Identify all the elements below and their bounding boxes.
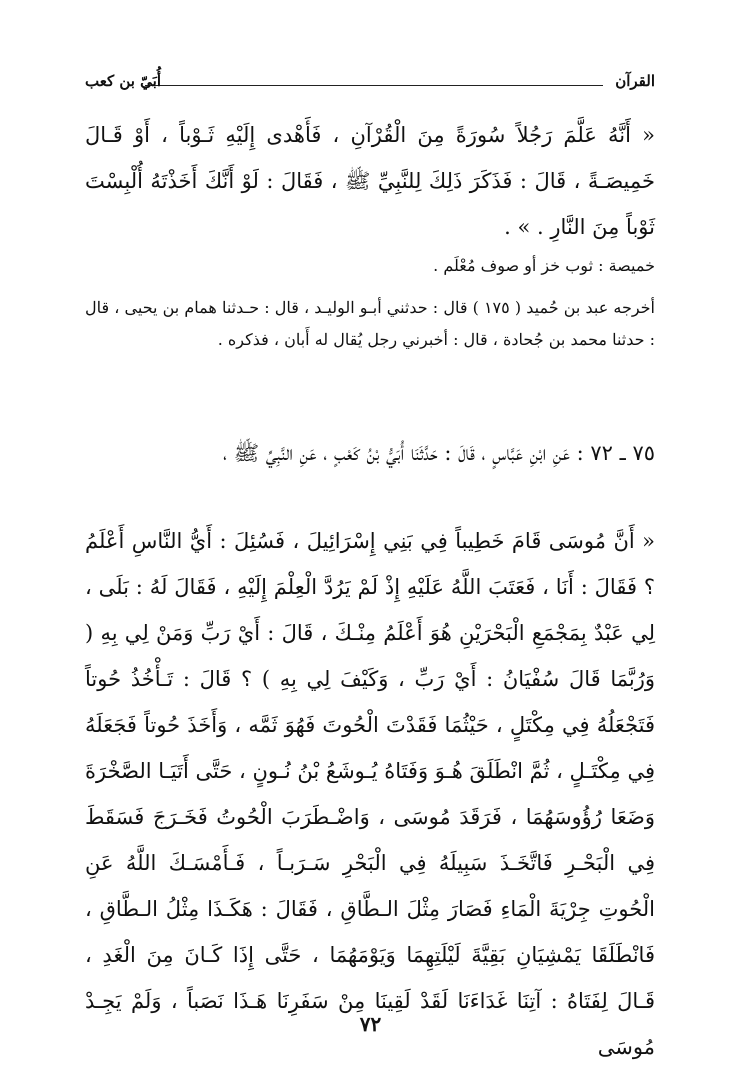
- page-number: ٧٢: [359, 1012, 382, 1036]
- running-header: [85, 72, 655, 98]
- header-section-name: أُبَيّ بن كعب: [85, 72, 161, 90]
- header-rule: [145, 85, 603, 86]
- hadith-1-text: « أَنَّهُ عَلَّمَ رَجُلاً سُورَةً مِنَ الْقُرْآنِ ، فَأَهْدى إِلَيْهِ ثَـوْباً ، أَوْ قَـالَ خَمِيصَـةً ، قَالَ : فَذَكَرَ ذَلِكَ لِلنَّبِيِّ ﷺ ، فَقَالَ : لَوْ أَنَّكَ أَخَذْتَهُ أُلْبِسْتَ ثَوْباً مِنَ النَّارِ . » .: [85, 123, 655, 239]
- hadith-2-matn: « أَنَّ مُوسَى قَامَ خَطِيباً فِي بَنِي إِسْرَائِيلَ ، فَسُئِلَ : أَيُّ النَّاسِ أَعْلَمُ ؟ فَقَالَ : أَنَا ، فَعَتَبَ اللَّهُ عَلَيْهِ إِذْ لَمْ يَرُدَّ الْعِلْمَ إِلَيْهِ ، فَقَالَ لَهُ : بَلَى ، لِي عَبْدٌ بِمَجْمَعِ الْبَحْرَيْنِ هُوَ أَعْلَمُ مِنْـكَ ، قَالَ : أَيْ رَبِّ وَمَنْ لِي بِهِ ( وَرُبَّمَا قَالَ سُفْيَانُ : أَيْ رَبِّ ، وَكَيْفَ لِي بِهِ ) ؟ قَالَ : تَـأْخُذُ حُوتاً فَتَجْعَلُهُ فِي مِكْتَلٍ ، حَيْثُمَا فَقَدْتَ الْحُوتَ فَهُوَ ثَمَّه ، وَأَخَذَ حُوتاً فَجَعَلَهُ فِي مِكْتَـلٍ ، ثُمَّ انْطَلَقَ هُـوَ وَفَتَاهُ يُـوشَعُ بْنُ نُـونٍ ، حَتَّى أَتَيَـا الصَّخْرَةَ وَضَعَا رُؤُوسَهُمَا ، فَرَقَدَ مُوسَى ، وَاضْـطَرَبَ الْحُوتُ فَخَـرَجَ فَسَقَطَ فِي الْبَحْـرِ فَاتَّخَـذَ سَبِيلَهُ فِي الْبَحْرِ سَـرَبـاً ، فَـأَمْسَـكَ اللَّهُ عَنِ الْحُوتِ جِرْيَةَ الْمَاءِ فَصَارَ مِثْلَ الـطَّاقِ ، فَقَالَ : هَكَـذَا مِثْلُ الـطَّاقِ ، فَانْطَلَقَا يَمْشِيَانِ بَقِيَّةَ لَيْلَتِهِمَا وَيَوْمَهُمَا ، حَتَّى إِذَا كَـانَ مِنَ الْغَدِ ، قَـالَ لِفَتَاهُ : آتِنَا غَدَاءَنَا لَقَدْ لَقِينَا مِنْ سَفَرِنَا هَـذَا نَصَباً ، وَلَمْ يَجِـدْ مُوسَى: [85, 529, 655, 1059]
- gloss-note: خميصة : ثوب خز أو صوف مُعْلَم .: [433, 256, 655, 275]
- hadith-2-isnad: ٧٥ ـ ٧٢ : عَنِ ابْنِ عَبَّاسٍ ، قَالَ : حَدَّثَنَا أُبَيُّ بْنُ كَعْبٍ ، عَنِ النَّبِيِّ ﷺ ،: [223, 441, 655, 465]
- header-book-title: القرآن: [615, 72, 655, 90]
- takhrij-note: أخرجه عبد بن حُميد ( ١٧٥ ) قال : حدثني أبـو الوليـد ، قال : حـدثنا همام بن يحيى ، قال : حدثنا محمد بن جُحادة ، قال : أخبرني رجل يُقال له أَبان ، فذكره .: [85, 298, 655, 349]
